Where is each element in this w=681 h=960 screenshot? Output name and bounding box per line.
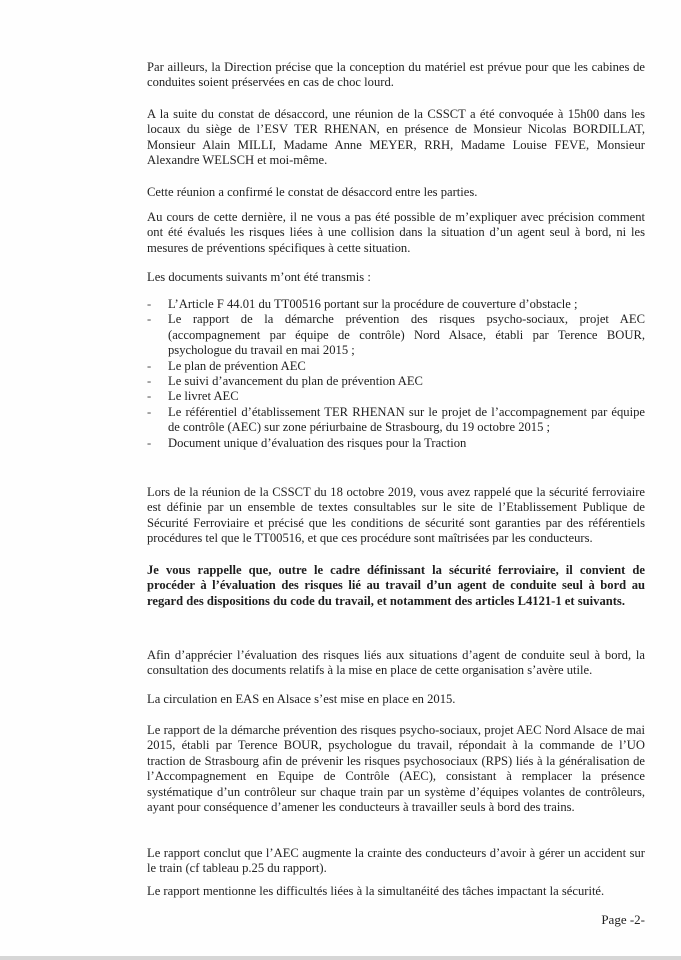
paragraph-rapport-rps: Le rapport de la démarche prévention des risques psycho-sociaux, projet AEC Nord Alsace de mai 2015, établi par Terence BOUR, psychologue du travail, répondait à la commande de l’UO traction de Strasbourg afin de prévenir les risques psychosociaux (RPS) liés à la généralisation de l’Accompagnement en Equipe de Contrôle (AEC), consistant à remplacer la présence systématique d’un contrôleur sur chaque train par un système d’équipes volantes de contrôleurs, ayant pour conséquence d’amener les conducteurs à travailler seuls à bord des trains. <box>147 723 645 815</box>
list-dash: - <box>147 435 152 450</box>
paragraph-circulation-eas: La circulation en EAS en Alsace s’est mise en place en 2015. <box>147 692 456 706</box>
list-item: - Le plan de prévention AEC <box>147 358 306 373</box>
paragraph-evaluation-risques: Au cours de cette dernière, il ne vous a pas été possible de m’expliquer avec précision comment ont été évalués les risques liées à une collision dans la situation d’un agent seul à bord, ni les mesures de préventions spécifiques à cette situation. <box>147 210 645 255</box>
page-bottom-edge <box>0 956 681 960</box>
documents-list <box>147 297 645 451</box>
list-item: - Le suivi d’avancement du plan de prévention AEC <box>147 374 423 389</box>
paragraph-apprecier-evaluation: Afin d’apprécier l’évaluation des risques liés aux situations d’agent de conduite seul à bord, la consultation des documents relatifs à la mise en place de cette organisation s’avère utile. <box>147 648 645 678</box>
list-item: - Le livret AEC <box>147 389 239 404</box>
list-item: - Le rapport de la démarche prévention des risques psycho-sociaux, projet AEC (accompagnement par équipe de contrôle) Nord Alsace, établi par Terence BOUR, psychologue du travail en mai 2015 ; <box>147 312 645 358</box>
paragraph-documents-transmis: Les documents suivants m’ont été transmis : <box>147 270 371 284</box>
list-dash: - <box>147 297 152 311</box>
paragraph-reunion-cssct: A la suite du constat de désaccord, une réunion de la CSSCT a été convoquée à 15h00 dans les locaux du siège de l’ESV TER RHENAN, en présence de Monsieur Nicolas BORDILLAT, Monsieur Alain MILLI, Madame Anne MEYER, RRH, Madame Louise FEVE, Monsieur Alexandre WELSCH et moi-même. <box>147 107 645 168</box>
list-item: - L’Article F 44.01 du TT00516 portant sur la procédure de couverture d’obstacle ; <box>147 297 578 311</box>
paragraph-securite-ferroviaire: Lors de la réunion de la CSSCT du 18 octobre 2019, vous avez rappelé que la sécurité ferroviaire est définie par un ensemble de textes consultables sur le site de l’Etablissement Publique de Sécurité Ferroviaire et précisé que les conditions de sécurité sont garanties par des référentiels procédures tel que le TT00516, et que ces procédure sont maîtrisées par les conducteurs. <box>147 485 645 546</box>
paragraph-rapport-simultaneite: Le rapport mentionne les difficultés liées à la simultanéité des tâches impactant la sécurité. <box>147 884 605 898</box>
list-dash: - <box>147 358 152 373</box>
paragraph-confirmation-desaccord: Cette réunion a confirmé le constat de désaccord entre les parties. <box>147 185 478 199</box>
list-dash: - <box>147 374 152 389</box>
list-dash: - <box>147 312 152 327</box>
page-number: Page -2- <box>601 912 645 927</box>
paragraph-rapport-conclusion: Le rapport conclut que l’AEC augmente la crainte des conducteurs d’avoir à gérer un accident sur le train (cf tableau p.25 du rapport). <box>147 846 645 876</box>
list-dash: - <box>147 389 152 404</box>
paragraph-choc-lourd: Par ailleurs, la Direction précise que la conception du matériel est prévue pour que les cabines de conduites soient préservées en cas de choc lourd. <box>147 60 645 90</box>
list-dash: - <box>147 404 152 419</box>
list-item: - Document unique d’évaluation des risques pour la Traction <box>147 435 467 450</box>
paragraph-rappel-code-travail: Je vous rappelle que, outre le cadre définissant la sécurité ferroviaire, il convient de procéder à l’évaluation des risques lié au travail d’un agent de conduite seul à bord au regard des dispositions du code du travail, et notamment des articles L4121-1 et suivants. <box>147 563 645 608</box>
list-item: - Le référentiel d’établissement TER RHENAN sur le projet de l’accompagnement par équipe de contrôle (AEC) sur zone périurbaine de Strasbourg, du 19 octobre 2015 ; <box>147 404 645 435</box>
